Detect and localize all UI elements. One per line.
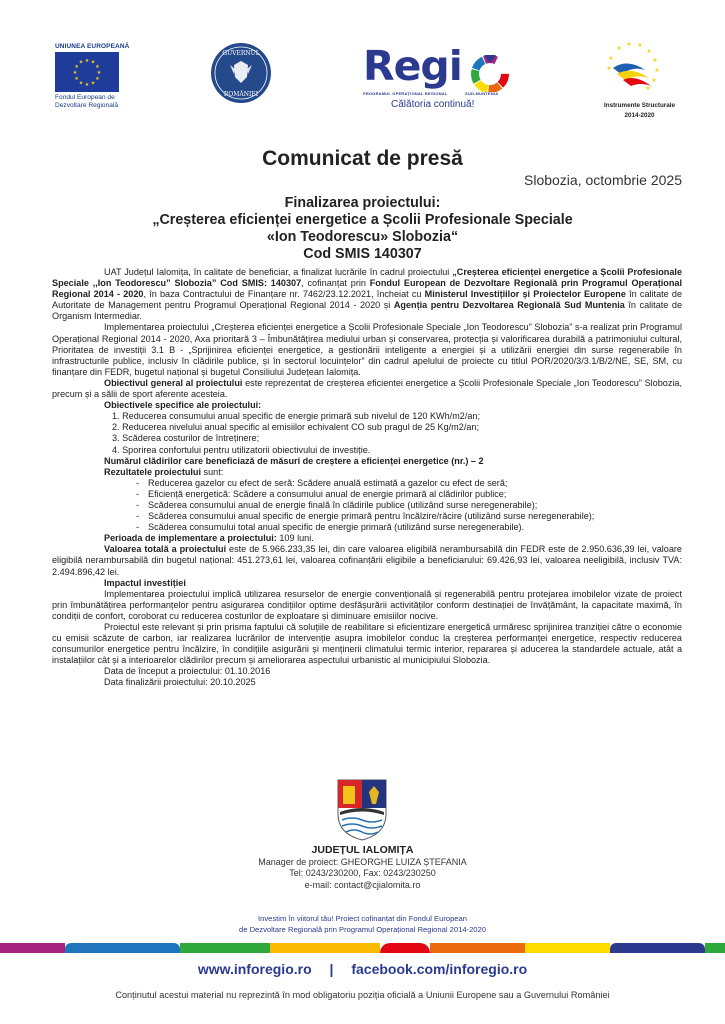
svg-text:★: ★: [637, 42, 643, 49]
text-run: , în baza Contractului de Finanțare nr. 7462/23.12.2021, încheiat cu: [143, 289, 425, 300]
investment-line: Investim în viitorul tău! Proiect cofinanțat din Fondul European: [258, 914, 467, 923]
stripe-segment: [380, 943, 430, 953]
value-label: Valoarea totală a proiectului: [104, 544, 227, 555]
svg-text:★: ★: [651, 77, 657, 84]
text-run: este reprezentat de creșterea eficientei energetice a Școlii Profesionale Speciale „Ion Teodorescu” Slobozia, precum și a sălii de sport aferente acesteia.: [52, 377, 682, 400]
svg-text:★: ★: [626, 41, 632, 48]
page-title: Comunicat de presă: [262, 147, 463, 170]
list-item: 2. Reducerea nivelului anual specific al emisiilor echivalent CO sub pragul de 25 Kg/m2/an;: [112, 422, 479, 433]
svg-text:★: ★: [654, 67, 660, 74]
color-stripe: [0, 943, 725, 953]
svg-text:★: ★: [606, 65, 612, 72]
footer-links: [0, 961, 725, 977]
structural-instruments-logo: [597, 40, 682, 120]
facebook-link[interactable]: facebook.com/inforegio.ro: [351, 961, 528, 977]
text-run: în calitate de Organism Intermediar.: [52, 300, 683, 322]
stripe-segment: [180, 943, 270, 953]
implementation-paragraph: Implementarea proiectului „Creșterea eficienței energetice a Școlii Profesionale Speciale „Ion Teodorescu” Slobozia” s-a realizat prin Programul Operațional Regional 2014 - 2020, Axa prioritară 3 – Îmbunătățirea mediului urban și conservarea, protecția și valorificarea durabilă a patrimoniului cultural, Prioritatea de investiții 3.1 B - „Sprijinirea eficienței energetice, a gestionării inteligente a energiei și a utilizării energiei din surse regenerabile în infrastructurile publice, inclusiv în clădirile publice, și în sectorul locuințelor” din cadrul apelului de proiecte cu titlul POR/2020/3/3.1/B/2/NE, SE, SM, cu finanțare din FEDR, bugetul național și bugetul Consiliului Județean Ialomița.: [52, 322, 682, 377]
eu-logo-label: UNIUNEA EUROPEANĂ: [55, 43, 130, 50]
subtitle-line: «Ion Teodorescu» Slobozia“: [266, 229, 459, 245]
period-label: Perioada de implementare a proiectului:: [104, 533, 277, 544]
eu-logo-caption-1: Fondul European de: [55, 94, 115, 101]
impact-paragraph-2: Proiectul este relevant și prin prisma faptului că soluțiile de reabilitare si eficientizare energetică urmăresc sprijinirea tranziției către o economie cu emisii scăzute de carbon, iar realizarea lucrărilor de intervenție asupra imobilelor conduc la creșterea performanței energetice, respectiv reducerea consumurilor energetice pentru încălzire, în condițiile asigurării și menținerii climatului termic interior, repararea și aducerea la standardele actuale, atât a instalațiilor cât și a interioarelor clădirilor precum și ameliorarea aspectului urbanistic al municipiului Slobozia.: [52, 622, 682, 666]
government-seal-logo: [211, 43, 271, 103]
svg-text:★: ★: [646, 48, 652, 55]
stripe-segment: [525, 943, 610, 953]
svg-text:★: ★: [78, 80, 84, 87]
email: e-mail: contact@cjialomita.ro: [304, 879, 421, 890]
subtitle-line: Cod SMIS 140307: [303, 246, 422, 262]
stripe-segment: [65, 943, 180, 953]
text-run: sunt:: [201, 466, 224, 477]
impact-heading: [52, 578, 682, 589]
intro-paragraph: [52, 267, 682, 322]
ministry-name-bold: Ministerul Investițiilor și Proiectelor Europene: [424, 289, 626, 300]
regio-program-label: PROGRAMUL OPERAȚIONAL REGIONAL: [363, 91, 448, 96]
results-list: [52, 478, 682, 533]
svg-text:★: ★: [84, 58, 90, 64]
svg-text:★: ★: [90, 59, 96, 66]
text-run: , cofinanțat prin: [301, 278, 370, 289]
list-item: - Scăderea consumului total anual specific de energie primară (utilizând surse neregenerabile).: [136, 522, 682, 533]
svg-text:★: ★: [608, 55, 614, 62]
project-name-bold: „Creșterea eficienței energetice a Școlii Profesionale Speciale ,,Ion Teodorescu” Slobozia” Cod SMIS: 140307: [52, 267, 682, 289]
list-item: - Scăderea consumului anual specific de energie primară pentru încălzire/răcire (utilizând surse neregenerabile);: [136, 511, 682, 522]
list-item: - Scăderea consumului anual de energie finală în clădirile publice (utilizând surse neregenerabile);: [136, 500, 682, 511]
stripe-segment: [705, 943, 725, 953]
list-item: 1. Reducerea consumului anual specific de energie primară sub nivelul de 120 KWh/m2/an;: [112, 411, 480, 422]
objectives-heading-text: Obiectivele specifice ale proiectului:: [104, 400, 262, 411]
value-paragraph: [52, 544, 682, 577]
objectives-list: [52, 411, 682, 455]
investment-line: de Dezvoltare Regională prin Programul Operațional Regional 2014-2020: [239, 925, 486, 934]
structural-instruments-caption-2: 2014-2020: [624, 112, 655, 119]
svg-text:★: ★: [616, 45, 622, 52]
general-objective-paragraph: [52, 378, 682, 400]
svg-text:★: ★: [652, 57, 658, 64]
svg-text:★: ★: [72, 70, 78, 76]
eu-logo-caption-2: Dezvoltare Regională: [55, 102, 119, 109]
results-heading-label: Rezultatele proiectului: [104, 466, 202, 477]
government-seal-text-top: GUVERNUL: [222, 50, 260, 57]
stripe-segment: [610, 943, 705, 953]
subtitle-line: Finalizarea proiectului:: [284, 195, 441, 211]
agency-name-bold: Agenția pentru Dezvoltarea Regională Sud Muntenia: [393, 300, 625, 311]
results-heading: [52, 467, 682, 478]
list-item: 3. Scăderea costurilor de întreținere;: [112, 433, 260, 444]
value-text: este de 5.966.233,35 lei, din care valoarea eligibilă nerambursabilă din FEDR este de 2.950.636,39 lei, valoare eligibilă nerambursabilă din bugetul național: 451.273,61 lei, valoarea cofinanțării eligibile a beneficiarului: 69.426,93 lei, valoarea neeligibilă, inclusiv TVA: 2.494.896,42 lei.: [52, 544, 682, 577]
regio-region-label: SUD-MUNTENIA: [465, 91, 499, 96]
website-link[interactable]: www.inforegio.ro: [197, 961, 312, 977]
period-line: [52, 533, 682, 544]
svg-text:★: ★: [645, 85, 651, 92]
press-release-body: [52, 267, 682, 689]
list-item: - Reducerea gazelor cu efect de seră: Scădere anuală estimată a gazelor cu efect de seră;: [136, 478, 682, 489]
svg-text:★: ★: [95, 76, 100, 82]
stripe-segment: [0, 943, 65, 953]
list-item: 4. Sporirea confortului pentru utilizatorii obiectivului de investiție.: [112, 444, 371, 455]
project-manager: Manager de proiect: GHEORGHE LUIZA ȘTEFANIA: [258, 856, 467, 867]
eu-logo: [55, 43, 135, 110]
svg-text:★: ★: [95, 64, 100, 70]
buildings-count-text: Numărul clădirilor care beneficiază de măsuri de creștere a eficienței energetice (nr.) – 2: [104, 455, 484, 466]
svg-text:★: ★: [84, 82, 90, 88]
project-subtitle: [0, 195, 725, 263]
start-date: Data de început a proiectului: 01.10.2016: [104, 666, 271, 677]
general-objective-label: Obiectivul general al proiectului: [104, 377, 243, 388]
structural-instruments-emblem-icon: [597, 40, 682, 95]
text-run: în calitate de Autoritate de Management pentru Programul Operațional Regional 2014 - 2020 și: [52, 289, 683, 311]
investment-statement: [0, 913, 725, 935]
disclaimer: Conținutul acestui material nu reprezintă în mod obligatoriu poziția oficială a Uniunii Europene sau a Guvernului României: [115, 990, 610, 1000]
svg-text:★: ★: [90, 80, 96, 87]
subtitle-line: „Creșterea eficienței energetice a Școlii Profesionale Speciale: [152, 212, 573, 228]
svg-text:★: ★: [96, 70, 102, 76]
text-run: UAT Județul Ialomița, în calitate de beneficiar, a finalizat lucrările în cadrul proiectului: [104, 267, 453, 277]
list-item: - Eficiență energetică: Scădere a consumului anual de energie primară al clădirilor publice;: [136, 489, 682, 500]
stripe-segment: [430, 943, 525, 953]
svg-text:★: ★: [74, 64, 79, 70]
impact-heading-text: Impactul investiției: [104, 577, 186, 588]
svg-text:★: ★: [78, 59, 84, 66]
objectives-heading: [52, 400, 682, 411]
svg-text:★: ★: [74, 76, 79, 82]
structural-instruments-caption-1: Instrumente Structurale: [603, 102, 676, 109]
contact-block: [0, 845, 725, 891]
government-seal-text-bottom: ROMÂNIEI: [223, 91, 259, 98]
stripe-segment: [270, 943, 380, 953]
phone-fax: Tel: 0243/230200, Fax: 0243/230250: [289, 868, 436, 878]
impact-paragraph-1: Implementarea proiectului implică utilizarea resurselor de energie convențională și regenerabilă pentru protejarea imobilelor vizate de proiect prin îmbunătățirea performanțelor pentru asigurarea condițiilor optime desfășurării activităților conform destinației de învățământ, la capacitate maximă, în condiții de confort, coroborat cu reducerea costurilor de exploatare și diminuare emisiilor nocive.: [52, 588, 682, 621]
regio-tagline: Călătoria continuă!: [391, 99, 475, 110]
fund-name-bold: Fondul European de Dezvoltare Regională prin Programul Operațional Regional 2014 - 2020: [52, 278, 682, 300]
dateline: Slobozia, octombrie 2025: [524, 172, 682, 188]
ialomita-county-crest-icon: [336, 778, 388, 842]
eu-flag-icon: [55, 52, 119, 92]
regio-wordmark: Regi: [363, 42, 462, 90]
end-date: Data finalizării proiectului: 20.10.2025: [104, 677, 256, 688]
period-value: 109 luni.: [276, 533, 314, 544]
regio-color-wheel-icon: [470, 52, 510, 92]
buildings-count-line: [52, 456, 682, 467]
link-separator: |: [329, 961, 334, 977]
regio-logo: [363, 42, 518, 114]
county-name: JUDEȚUL IALOMIȚA: [311, 844, 414, 856]
